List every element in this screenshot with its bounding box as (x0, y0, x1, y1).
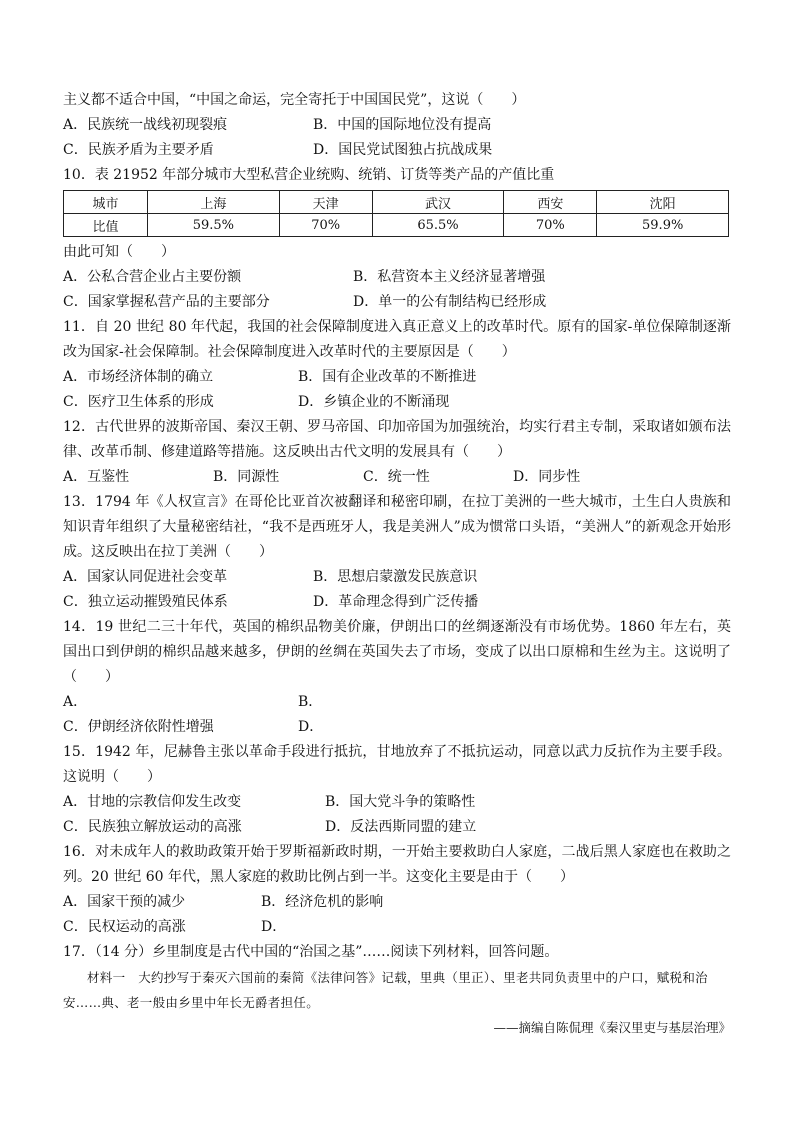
q12-options-row (63, 465, 731, 490)
q10-tail: 由此可知（ ） (63, 244, 175, 260)
q10-option-c: C．国家掌握私营产品的主要部分 (63, 294, 270, 310)
table-cell: 城市 (64, 191, 148, 214)
q10-option-b: B．私营资本主义经济显著增强 (353, 269, 546, 285)
q16-option-c: C．民权运动的高涨 (63, 919, 186, 935)
q11-option-a: A．市场经济体制的确立 (63, 369, 214, 385)
q15-options-row-1 (63, 790, 731, 815)
q16-stem: 16．对未成年人的救助政策开始于罗斯福新政时期，一开始主要救助白人家庭，二战后黑人家庭也在救助之列。20 世纪 60 年代，黑人家庭的救助比例占到一半。这变化主要是由于（ ） (63, 844, 731, 885)
q15-option-d: D．反法西斯同盟的建立 (325, 819, 477, 835)
q16-option-d: D． (261, 919, 287, 935)
q10-stem: 10．表 21952 年部分城市大型私营企业统购、统销、订货等类产品的产值比重 (63, 167, 555, 183)
q14-stem: 14．19 世纪二三十年代，英国的棉织品物美价廉，伊朗出口的丝绸逐渐没有市场优势。1860 年左右，英国出口到伊朗的棉织品越来越多，伊朗的丝绸在英国失去了市场，变成了以出口原棉和生丝为主。这说明了（ ） (63, 619, 731, 685)
q9-option-d: D．国民党试图独占抗战成果 (313, 142, 493, 158)
q15-option-a: A．甘地的宗教信仰发生改变 (63, 794, 242, 810)
q11-options-row-2 (63, 390, 731, 415)
table-cell: 65.5% (372, 214, 504, 237)
table-cell: 比值 (64, 214, 148, 237)
q10-option-a: A．公私合营企业占主要份额 (63, 269, 242, 285)
q9-option-b: B．中国的国际地位没有提高 (313, 117, 492, 133)
q17-material-source: ——摘编自陈侃理《秦汉里吏与基层治理》 (493, 1020, 731, 1035)
q9-stem-tail: 主义都不适合中国，“中国之命运，完全寄托于中国国民党”，这说（ ） (63, 92, 526, 108)
table-cell: 天津 (279, 191, 372, 214)
table-cell: 59.5% (148, 214, 280, 237)
q9-option-c: C．民族矛盾为主要矛盾 (63, 142, 214, 158)
q14-option-b: B． (298, 694, 323, 710)
table-cell: 武汉 (372, 191, 504, 214)
table-cell: 西安 (504, 191, 597, 214)
q9-option-a: A．民族统一战线初现裂痕 (63, 117, 228, 133)
q16-options-row-2 (63, 915, 731, 940)
q14-option-d: D． (298, 719, 324, 735)
q11-option-c: C．医疗卫生体系的形成 (63, 394, 214, 410)
table-row (64, 214, 729, 237)
q13-option-c: C．独立运动摧毁殖民体系 (63, 594, 228, 610)
table-cell: 沈阳 (597, 191, 729, 214)
q12-option-d: D．同步性 (513, 469, 581, 485)
q12-option-b: B．同源性 (213, 469, 280, 485)
table-header-row (64, 191, 729, 214)
q13-options-row-2 (63, 590, 731, 615)
q16-option-b: B．经济危机的影响 (261, 894, 384, 910)
q10-table (63, 190, 729, 237)
q13-option-a: A．国家认同促进社会变革 (63, 569, 228, 585)
q12-option-a: A．互鉴性 (63, 469, 130, 485)
q15-option-b: B．国大党斗争的策略性 (325, 794, 476, 810)
q11-options-row-1 (63, 365, 731, 390)
q9-options-row-2 (63, 138, 731, 163)
table-cell: 上海 (148, 191, 280, 214)
q10-option-d: D．单一的公有制结构已经形成 (353, 294, 547, 310)
q13-option-b: B．思想启蒙激发民族意识 (313, 569, 478, 585)
q12-option-c: C．统一性 (363, 469, 430, 485)
table-cell: 70% (279, 214, 372, 237)
q10-options-row-1 (63, 265, 731, 290)
q13-stem: 13．1794 年《人权宣言》在哥伦比亚首次被翻译和秘密印刷，在拉丁美洲的一些大城市，土生白人贵族和知识青年组织了大量秘密结社，“我不是西班牙人，我是美洲人”成为惯常口头语，“美洲人”的新观念开始形成。这反映出在拉丁美洲（ ） (63, 494, 731, 560)
table-cell: 59.9% (597, 214, 729, 237)
q14-option-c: C．伊朗经济依附性增强 (63, 719, 214, 735)
q14-options-row-2 (63, 715, 731, 740)
q14-options-row-1 (63, 690, 731, 715)
q12-stem: 12．古代世界的波斯帝国、秦汉王朝、罗马帝国、印加帝国为加强统治，均实行君主专制，采取诸如颁布法律、改革币制、修建道路等措施。这反映出古代文明的发展具有（ ） (63, 419, 731, 460)
q10-options-row-2 (63, 290, 731, 315)
q14-option-a: A． (63, 694, 88, 710)
q17-material-1: 材料一 大约抄写于秦灭六国前的秦简《法律问答》记载，里典（里正）、里老共同负责里中的户口，赋税和治安……典、老一般由乡里中年长无爵者担任。 (63, 970, 708, 1010)
q11-stem: 11．自 20 世纪 80 年代起，我国的社会保障制度进入真正意义上的改革时代。原有的国家-单位保障制逐渐改为国家-社会保障制。社会保障制度进入改革时代的主要原因是（ ） (63, 319, 731, 360)
q15-stem: 15．1942 年，尼赫鲁主张以革命手段进行抵抗，甘地放弃了不抵抗运动，同意以武力反抗作为主要手段。这说明（ ） (63, 744, 731, 785)
q11-option-b: B．国有企业改革的不断推进 (298, 369, 477, 385)
exam-page (63, 88, 731, 1041)
q15-options-row-2 (63, 815, 731, 840)
q11-option-d: D．乡镇企业的不断涌现 (298, 394, 450, 410)
q16-options-row-1 (63, 890, 731, 915)
table-cell: 70% (504, 214, 597, 237)
q15-option-c: C．民族独立解放运动的高涨 (63, 819, 242, 835)
q9-options-row-1 (63, 113, 731, 138)
q13-option-d: D．革命理念得到广泛传播 (313, 594, 479, 610)
q17-stem: 17．（14 分）乡里制度是古代中国的“治国之基”……阅读下列材料，回答问题。 (63, 944, 559, 960)
q13-options-row-1 (63, 565, 731, 590)
q16-option-a: A．国家干预的减少 (63, 894, 186, 910)
